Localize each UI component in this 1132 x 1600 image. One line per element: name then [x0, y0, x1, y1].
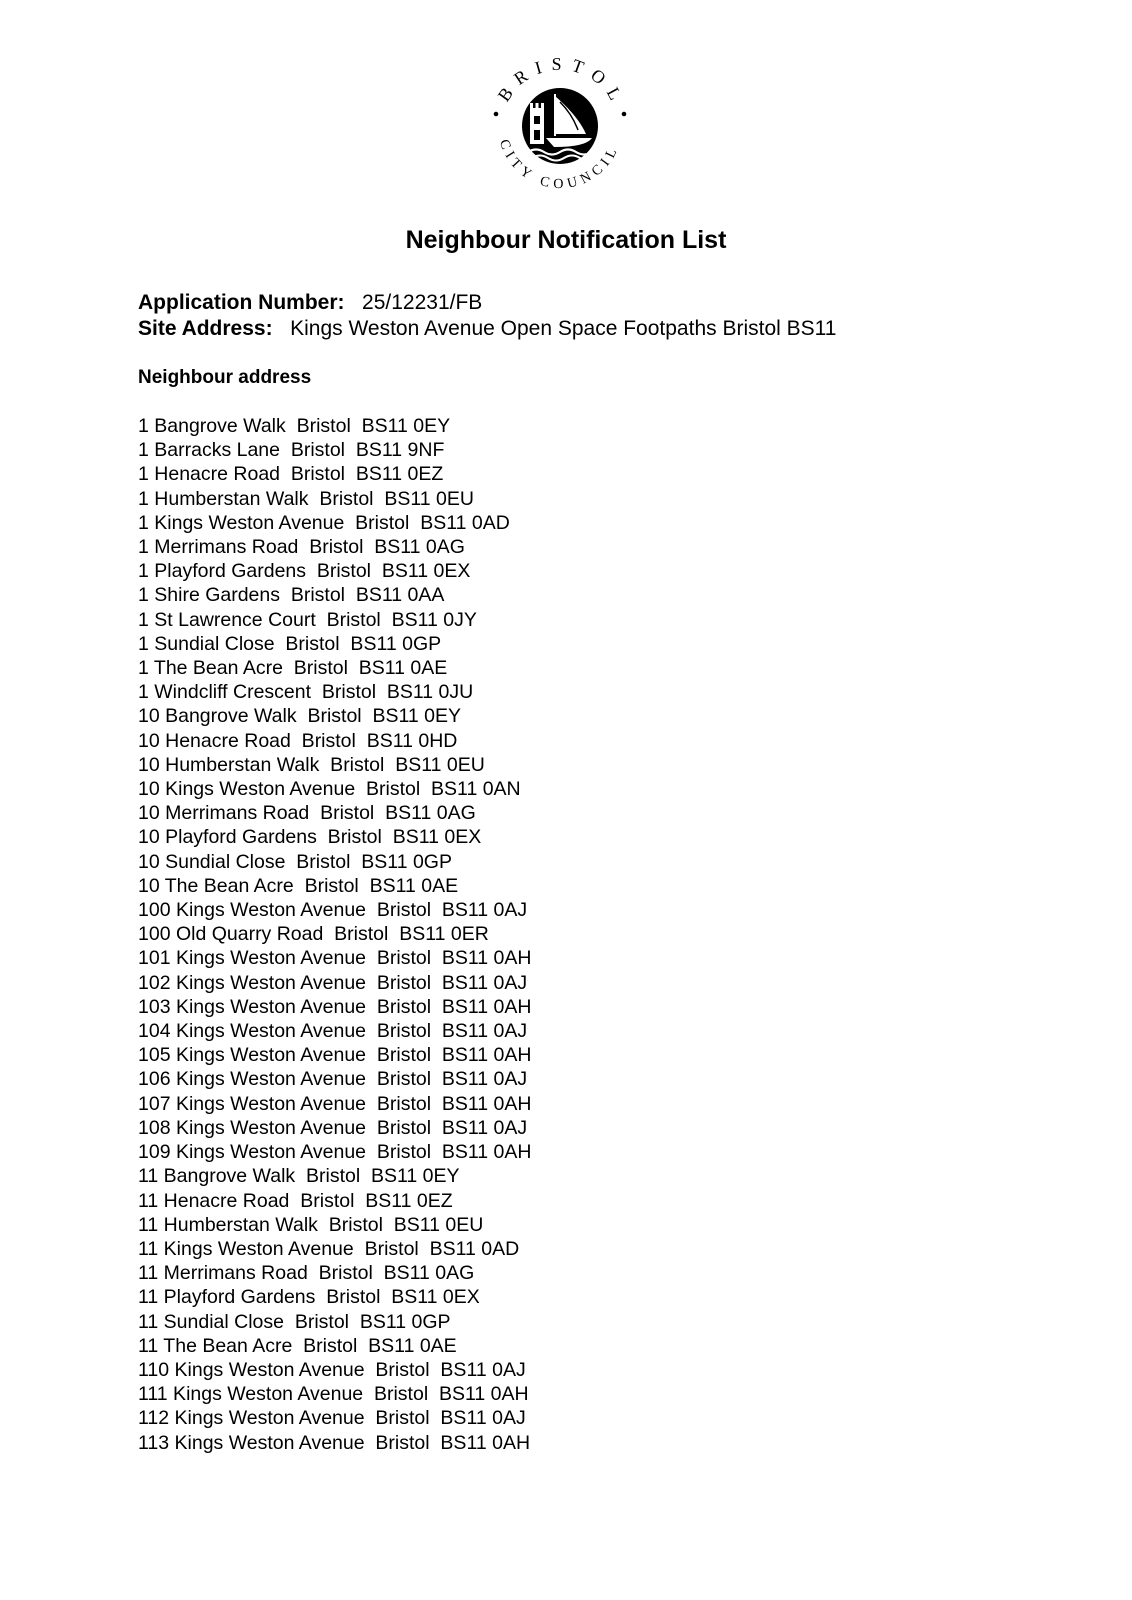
- address-list-item: 102 Kings Weston Avenue Bristol BS11 0AJ: [138, 971, 528, 994]
- address-list-item: 1 Windcliff Crescent Bristol BS11 0JU: [138, 681, 474, 704]
- address-list-item: 10 Merrimans Road Bristol BS11 0AG: [138, 802, 476, 825]
- address-list-item: 1 Kings Weston Avenue Bristol BS11 0AD: [138, 511, 510, 534]
- address-list-item: 106 Kings Weston Avenue Bristol BS11 0AJ: [138, 1068, 528, 1091]
- address-list-item: 100 Old Quarry Road Bristol BS11 0ER: [138, 923, 489, 946]
- address-list-item: 1 Merrimans Road Bristol BS11 0AG: [138, 536, 465, 559]
- address-list-item: 1 Henacre Road Bristol BS11 0EZ: [138, 463, 444, 486]
- address-list-item: 10 Kings Weston Avenue Bristol BS11 0AN: [138, 778, 521, 801]
- application-number-value: 25/12231/FB: [362, 291, 483, 314]
- address-list-item: 1 Shire Gardens Bristol BS11 0AA: [138, 584, 445, 607]
- application-number-row: [138, 290, 836, 316]
- bristol-city-council-logo: [480, 46, 640, 206]
- address-list-item: 1 Sundial Close Bristol BS11 0GP: [138, 632, 442, 655]
- address-list-item: 1 Barracks Lane Bristol BS11 9NF: [138, 439, 445, 462]
- address-list-item: 10 Sundial Close Bristol BS11 0GP: [138, 850, 452, 873]
- address-list-item: 11 Henacre Road Bristol BS11 0EZ: [138, 1189, 453, 1212]
- address-list-item: 11 Humberstan Walk Bristol BS11 0EU: [138, 1213, 484, 1236]
- address-list-item: 1 St Lawrence Court Bristol BS11 0JY: [138, 608, 477, 631]
- address-list-item: 101 Kings Weston Avenue Bristol BS11 0AH: [138, 947, 532, 970]
- address-list-item: 10 The Bean Acre Bristol BS11 0AE: [138, 874, 459, 897]
- address-list-item: 108 Kings Weston Avenue Bristol BS11 0AJ: [138, 1116, 528, 1139]
- address-list-item: 100 Kings Weston Avenue Bristol BS11 0AJ: [138, 899, 528, 922]
- address-list-item: 10 Bangrove Walk Bristol BS11 0EY: [138, 705, 461, 728]
- application-number-label: Application Number:: [138, 291, 345, 314]
- address-list-item: 11 Kings Weston Avenue Bristol BS11 0AD: [138, 1237, 520, 1260]
- address-list-item: 112 Kings Weston Avenue Bristol BS11 0AJ: [138, 1407, 526, 1430]
- address-list-item: 113 Kings Weston Avenue Bristol BS11 0AH: [138, 1431, 531, 1454]
- address-list-item: 1 The Bean Acre Bristol BS11 0AE: [138, 657, 448, 680]
- address-list-item: 11 Playford Gardens Bristol BS11 0EX: [138, 1286, 480, 1309]
- address-list-item: 10 Henacre Road Bristol BS11 0HD: [138, 729, 458, 752]
- address-list-item: 111 Kings Weston Avenue Bristol BS11 0AH: [138, 1383, 529, 1406]
- logo-text-top: BRISTOL: [493, 53, 630, 112]
- neighbour-address-list: [138, 414, 532, 1455]
- site-address-value: Kings Weston Avenue Open Space Footpaths Bristol BS11: [290, 317, 837, 340]
- page-title: Neighbour Notification List: [405, 226, 727, 254]
- site-address-row: [138, 316, 836, 342]
- address-list-item: 11 Merrimans Road Bristol BS11 0AG: [138, 1262, 475, 1285]
- address-list-item: 110 Kings Weston Avenue Bristol BS11 0AJ: [138, 1358, 526, 1381]
- address-list-item: 11 Sundial Close Bristol BS11 0GP: [138, 1310, 451, 1333]
- address-list-item: 1 Humberstan Walk Bristol BS11 0EU: [138, 487, 474, 510]
- council-crest-icon: [480, 46, 640, 206]
- address-list-item: 105 Kings Weston Avenue Bristol BS11 0AH: [138, 1044, 532, 1067]
- address-list-item: 109 Kings Weston Avenue Bristol BS11 0AH: [138, 1141, 532, 1164]
- address-list-item: 1 Playford Gardens Bristol BS11 0EX: [138, 560, 471, 583]
- address-list-item: 104 Kings Weston Avenue Bristol BS11 0AJ: [138, 1020, 528, 1043]
- address-list-item: 11 The Bean Acre Bristol BS11 0AE: [138, 1334, 457, 1357]
- address-list-item: 107 Kings Weston Avenue Bristol BS11 0AH: [138, 1092, 532, 1115]
- address-list-item: 10 Humberstan Walk Bristol BS11 0EU: [138, 753, 485, 776]
- application-details: [138, 290, 836, 342]
- neighbour-address-heading: Neighbour address: [138, 367, 312, 388]
- address-list-item: 1 Bangrove Walk Bristol BS11 0EY: [138, 415, 451, 437]
- address-list-item: 103 Kings Weston Avenue Bristol BS11 0AH: [138, 995, 532, 1018]
- site-address-label: Site Address:: [138, 317, 273, 340]
- logo-text-bottom: CITY COUNCIL: [495, 137, 623, 193]
- address-list-item: 10 Playford Gardens Bristol BS11 0EX: [138, 826, 482, 849]
- address-list-item: 11 Bangrove Walk Bristol BS11 0EY: [138, 1165, 460, 1188]
